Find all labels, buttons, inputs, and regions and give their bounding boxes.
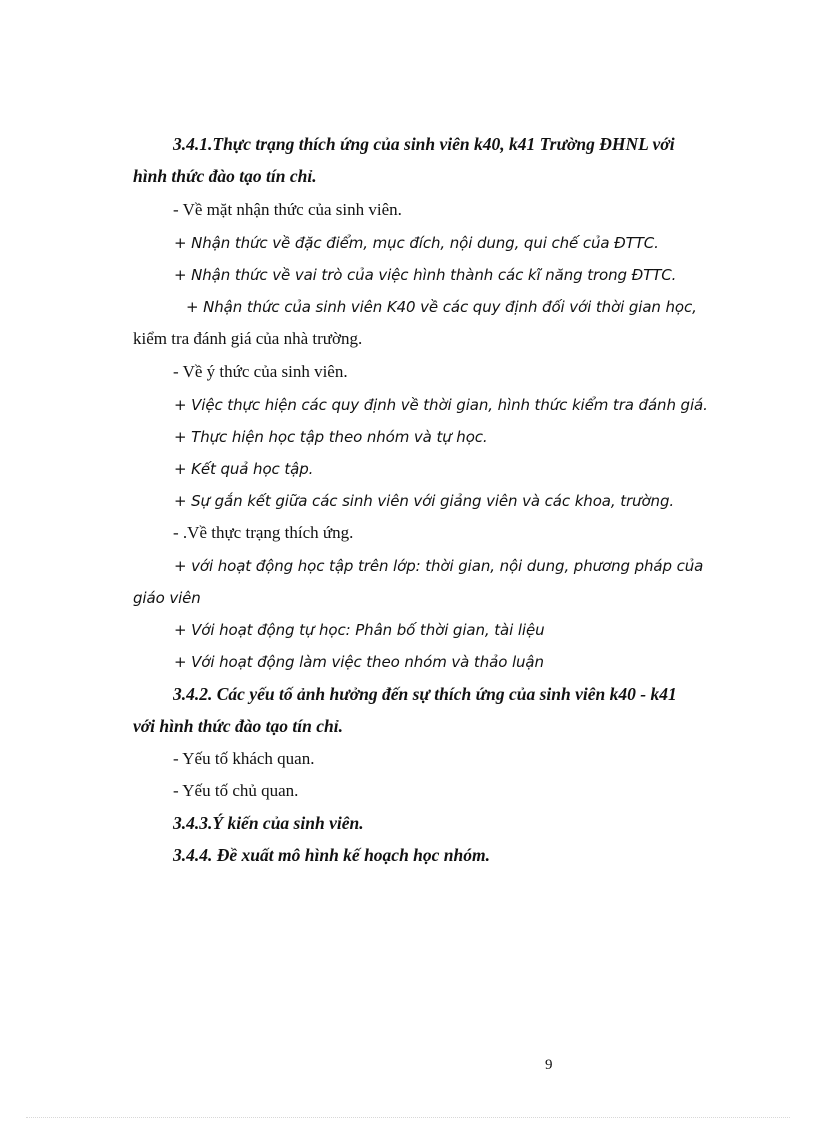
consciousness-item-3: + Kết quả học tập.: [174, 460, 314, 478]
adaptation-item-1-line1: + với hoạt động học tập trên lớp: thời gian, nội dung, phương pháp của: [174, 557, 704, 575]
consciousness-item-4: + Sự gắn kết giữa các sinh viên với giảng viên và các khoa, trường.: [174, 492, 675, 510]
section-342-heading-line2: với hình thức đào tạo tín chỉ.: [133, 716, 343, 736]
factor-objective: - Yếu tố khách quan.: [173, 749, 315, 768]
factor-subjective: - Yếu tố chủ quan.: [173, 781, 299, 800]
section-341-heading-line1: 3.4.1.Thực trạng thích ứng của sinh viên k40, k41 Trường ĐHNL với: [173, 134, 675, 154]
awareness-heading: - Về mặt nhận thức của sinh viên.: [173, 200, 402, 219]
page-number: 9: [545, 1057, 553, 1073]
consciousness-item-1: + Việc thực hiện các quy định về thời gian, hình thức kiểm tra đánh giá.: [174, 396, 708, 414]
awareness-item-1: + Nhận thức về đặc điểm, mục đích, nội dung, qui chế của ĐTTC.: [174, 234, 659, 252]
section-341-heading-line2: hình thức đào tạo tín chỉ.: [133, 166, 317, 186]
consciousness-item-2: + Thực hiện học tập theo nhóm và tự học.: [174, 428, 488, 446]
page-bottom-border: [26, 1117, 790, 1118]
adaptation-item-2: + Với hoạt động tự học: Phân bố thời gian, tài liệu: [174, 621, 545, 639]
adaptation-heading: - .Về thực trạng thích ứng.: [173, 523, 354, 542]
awareness-item-3-line2: kiểm tra đánh giá của nhà trường.: [133, 329, 363, 348]
consciousness-heading: - Về ý thức của sinh viên.: [173, 362, 348, 381]
awareness-item-3-line1: + Nhận thức của sinh viên K40 về các quy định đối với thời gian học,: [186, 298, 697, 316]
section-344-heading: 3.4.4. Đề xuất mô hình kế hoạch học nhóm.: [173, 845, 490, 865]
awareness-item-2: + Nhận thức về vai trò của việc hình thành các kĩ năng trong ĐTTC.: [174, 266, 677, 284]
adaptation-item-3: + Với hoạt động làm việc theo nhóm và thảo luận: [174, 653, 544, 671]
section-343-heading: 3.4.3.Ý kiến của sinh viên.: [173, 813, 364, 833]
adaptation-item-1-line2: giáo viên: [133, 589, 201, 607]
section-342-heading-line1: 3.4.2. Các yếu tố ảnh hưởng đến sự thích ứng của sinh viên k40 - k41: [173, 684, 677, 704]
